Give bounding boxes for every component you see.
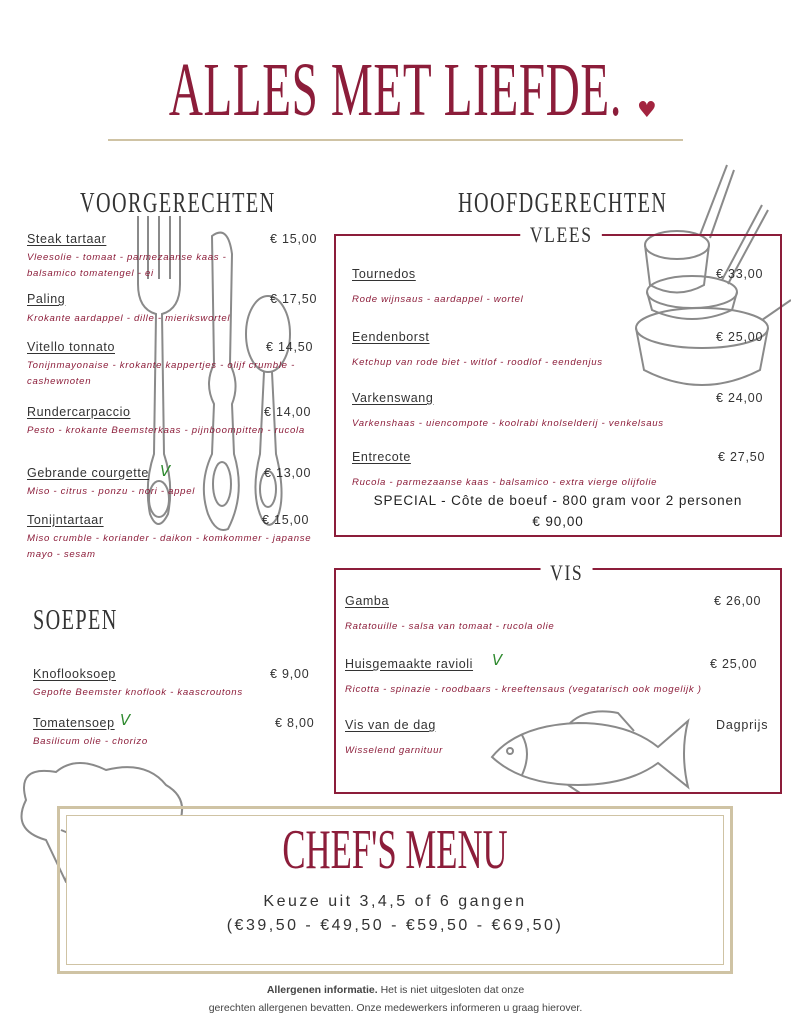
vlees-label: VLEES	[520, 224, 602, 246]
menu-item-name: Vitello tonnato	[27, 340, 115, 354]
vegetarian-icon: V	[492, 651, 503, 669]
allergen-info	[0, 984, 791, 996]
menu-item-price: € 9,00	[270, 667, 310, 681]
menu-item-price: € 8,00	[275, 716, 315, 730]
menu-item-price: € 33,00	[716, 267, 764, 281]
menu-item-name: Knoflooksoep	[33, 667, 116, 681]
vis-label: VIS	[541, 562, 593, 584]
allergen-info-continued: gerechten allergenen bevatten. Onze medewerkers informeren u graag hierover.	[208, 1002, 583, 1014]
menu-item-price: € 15,00	[270, 232, 318, 246]
menu-item-name: Varkenswang	[352, 391, 434, 405]
special-offer: SPECIAL - Côte de boeuf - 800 gram voor 2 personen	[373, 493, 743, 508]
section-heading-soepen: SOEPEN	[33, 605, 118, 636]
menu-item-price: Dagprijs	[716, 718, 769, 732]
menu-item-price: € 26,00	[714, 594, 762, 608]
menu-item-name: Steak tartaar	[27, 232, 107, 246]
allergen-info-label: Allergenen informatie.	[266, 984, 378, 996]
menu-item-price: € 25,00	[710, 657, 758, 671]
menu-item-name: Gebrande courgette	[27, 466, 149, 480]
chefs-menu-title: CHEF'S MENU	[282, 819, 508, 881]
menu-item-price: € 14,00	[264, 405, 312, 419]
menu-item-price: € 17,50	[270, 292, 318, 306]
menu-item-name: Tomatensoep	[33, 716, 115, 730]
menu-item-description: Ricotta - spinazie - roodbaars - kreeftensaus (vegatarisch ook mogelijk )	[345, 684, 702, 695]
menu-item-name: Eendenborst	[352, 330, 430, 344]
menu-item-name: Tonijntartaar	[27, 513, 104, 527]
menu-item-price: € 25,00	[716, 330, 764, 344]
menu-item-description: Pesto - krokante Beemsterkaas - pijnboompitten - rucola	[27, 425, 305, 436]
vegetarian-icon: V	[160, 462, 171, 480]
menu-item-name: Huisgemaakte ravioli	[345, 657, 474, 671]
menu-item-description: Rucola - parmezaanse kaas - balsamico - extra vierge olijfolie	[352, 477, 658, 488]
menu-item-description: Ratatouille - salsa van tomaat - rucola olie	[345, 621, 555, 632]
menu-item-name: Tournedos	[352, 267, 416, 281]
menu-item-description: Varkenshaas - uiencompote - koolrabi knolselderij - venkelsaus	[352, 418, 664, 429]
page-title: ALLES MET LIEFDE.	[168, 48, 623, 132]
menu-item-name: Vis van de dag	[345, 718, 436, 732]
menu-item-name: Paling	[27, 292, 66, 306]
section-heading-voorgerechten: VOORGERECHTEN	[80, 188, 276, 219]
menu-item-description: Krokante aardappel - dille - mierikswortel	[27, 313, 231, 324]
menu-item-price: € 15,00	[262, 513, 310, 527]
chefs-menu-prices: (€39,50 - €49,50 - €59,50 - €69,50)	[226, 917, 564, 934]
menu-item-description: Basilicum olie - chorizo	[33, 736, 148, 747]
menu-item-description: Ketchup van rode biet - witlof - roodlof - eendenjus	[352, 357, 603, 368]
menu-item-description: Miso crumble - koriander - daikon - komkommer - japanse mayo - sesam	[27, 533, 312, 560]
menu-item-name: Entrecote	[352, 450, 411, 464]
menu-item-name: Gamba	[345, 594, 389, 608]
vegetarian-icon: V	[120, 711, 131, 729]
menu-item-price: € 24,00	[716, 391, 764, 405]
section-heading-hoofdgerechten: HOOFDGERECHTEN	[458, 188, 668, 219]
menu-item-price: € 13,00	[264, 466, 312, 480]
menu-item-description: Vleesolie - tomaat - parmezaanse kaas - balsamico tomatengel - ei	[27, 252, 227, 279]
menu-item-name: Rundercarpaccio	[27, 405, 131, 419]
menu-item-description: Tonijnmayonaise - krokante kappertjes - olijf crumble - cashewnoten	[27, 360, 295, 387]
menu-item-description: Gepofte Beemster knoflook - kaascroutons	[33, 687, 243, 698]
menu-item-description: Wisselend garnituur	[345, 745, 443, 756]
special-price: € 90,00	[532, 514, 584, 529]
menu-item-description: Rode wijnsaus - aardappel - wortel	[352, 294, 524, 305]
menu-item-price: € 27,50	[718, 450, 766, 464]
title-divider	[108, 139, 683, 141]
heart-icon: ♥	[637, 98, 657, 123]
menu-item-price: € 14,50	[266, 340, 314, 354]
menu-item-description: Miso - citrus - ponzu - nori - appel	[27, 486, 196, 497]
chefs-menu-choice: Keuze uit 3,4,5 of 6 gangen	[263, 893, 527, 910]
allergen-info-text: Het is niet uitgesloten dat onze	[380, 984, 525, 996]
